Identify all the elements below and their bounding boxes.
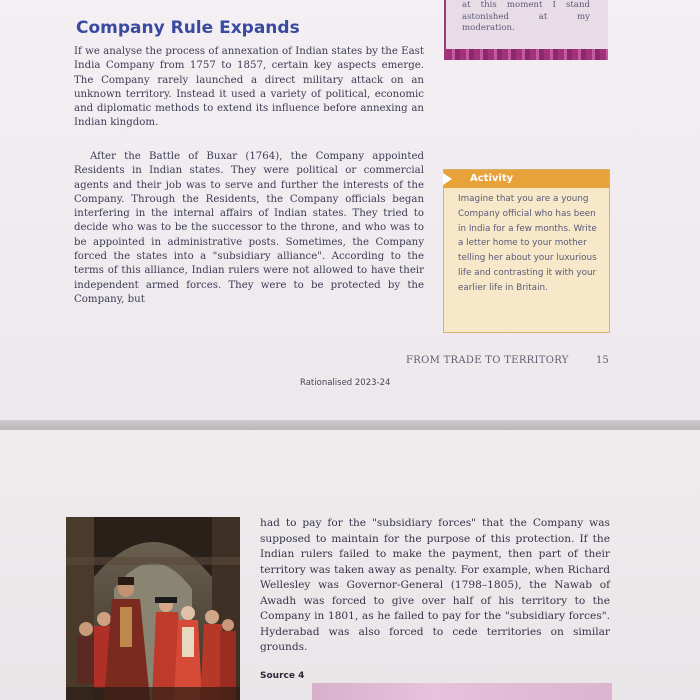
- page-gap: [0, 420, 700, 430]
- activity-title: Activity: [470, 173, 514, 184]
- activity-box: [443, 169, 610, 333]
- body-paragraph-1: If we analyse the process of annexation of Indian states by the East India Company from 1757 to 1857, certain key aspects emerge. The Company rarely launched a direct military attack on an unknown territory. Instead it used a variety of political, economic and diplomatic methods to extend its influence before annexing an Indian kingdom.: [74, 46, 424, 129]
- source-decorative-bar: [446, 49, 608, 60]
- arrow-icon: [443, 173, 452, 185]
- rationalised-note: Rationalised 2023-24: [300, 378, 391, 388]
- section-heading: Company Rule Expands: [76, 18, 300, 38]
- activity-text: Imagine that you are a young Company official who has been in India for a few months. Write a letter home to your mother telling her about your luxurious life and contrasting it with your earlier life in Britain.: [458, 194, 597, 293]
- source-label: Source 4: [260, 671, 305, 681]
- historical-painting-image: [66, 517, 240, 700]
- body-paragraph-3: had to pay for the "subsidiary forces" that the Company was supposed to maintain for the purpose of this protection. If the Indian rulers failed to make the payment, then part of their territory was taken away as penalty. For example, when Richard Wellesley was Governor-General (1798–1805), the Nawab of Awadh was forced to give over half of his territory to the Company in 1801, as he failed to pay for the "subsidiary forces". Hyderabad was also forced to cede territories on similar grounds.: [260, 517, 610, 653]
- body-paragraph-2: After the Battle of Buxar (1764), the Company appointed Residents in Indian states. They were political or commercial agents and their job was to serve and further the interests of the Company. Through the Residents, the Company officials began interfering in the internal affairs of Indian states. They tried to decide who was to be the successor to the throne, and who was to be appointed in administrative posts. Sometimes, the Company forced the states into a "subsidiary alliance". According to the terms of this alliance, Indian rulers were not allowed to have their independent armed forces. They were to be protected by the Company, but: [74, 151, 424, 305]
- painting-illustration: [66, 517, 240, 700]
- running-title: FROM TRADE TO TERRITORY: [406, 355, 569, 366]
- source-quote-text: at this moment I stand astonished at my moderation.: [462, 0, 590, 33]
- source-decorative-bar-2: [312, 683, 612, 700]
- textbook-page-16: [0, 430, 700, 700]
- activity-header: [444, 170, 609, 188]
- page-number: 15: [596, 355, 609, 366]
- source-quote-box: [444, 0, 608, 60]
